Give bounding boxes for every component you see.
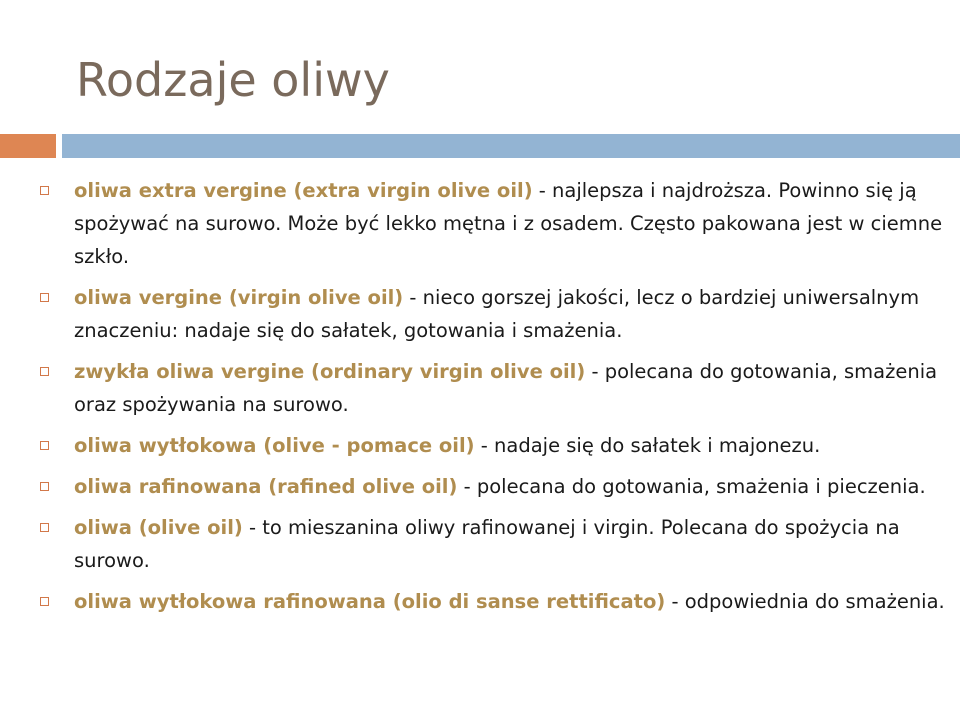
bullet-term: oliwa wytłokowa (olive - pomace oil) [74,434,475,457]
square-bullet-icon [40,441,49,450]
square-bullet-icon [40,367,49,376]
bullet-text: - to mieszanina oliwy rafinowanej i virgin. Polecana do spożycia na surowo. [74,516,900,572]
slide-title: Rodzaje oliwy [76,53,390,107]
square-bullet-icon [40,482,49,491]
bullet-text: - najlepsza i najdroższa. Powinno się ją spożywać na surowo. Może być lekko mętna i z osadem. Często pakowana jest w ciemne szkło. [74,179,943,268]
square-bullet-icon [40,293,49,302]
square-bullet-icon [40,186,49,195]
square-bullet-icon [40,597,49,606]
bullet-item-ordinary-vergine [36,355,946,421]
bullet-term: oliwa vergine (virgin olive oil) [74,286,404,309]
bullet-item-pomace [36,429,946,462]
bullet-text: - polecana do gotowania, smażenia oraz spożywania na surowo. [74,360,938,416]
bullet-term: oliwa extra vergine (extra virgin olive oil) [74,179,533,202]
square-bullet-icon [40,523,49,532]
title-divider-bar [62,134,960,158]
bullet-item-olive-oil [36,511,946,577]
bullet-text: - nieco gorszej jakości, lecz o bardziej uniwersalnym znaczeniu: nadaje się do sałatek, gotowania i smażenia. [74,286,920,342]
bullet-term: oliwa wytłokowa rafinowana (olio di sanse rettificato) [74,590,666,613]
bullet-item-pomace-refined [36,585,946,618]
bullet-term: oliwa rafinowana (rafined olive oil) [74,475,458,498]
bullet-term: oliwa (olive oil) [74,516,243,539]
bullet-list [36,174,946,618]
bullet-text: - odpowiednia do smażenia. [665,590,945,613]
bullet-term: zwykła oliwa vergine (ordinary virgin olive oil) [74,360,586,383]
bullet-text: - nadaje się do sałatek i majonezu. [474,434,821,457]
bullet-text: - polecana do gotowania, smażenia i pieczenia. [457,475,926,498]
bullet-item-extra-vergine [36,174,946,273]
accent-bar [0,134,56,158]
bullet-item-rafinowana [36,470,946,503]
bullet-item-vergine [36,281,946,347]
